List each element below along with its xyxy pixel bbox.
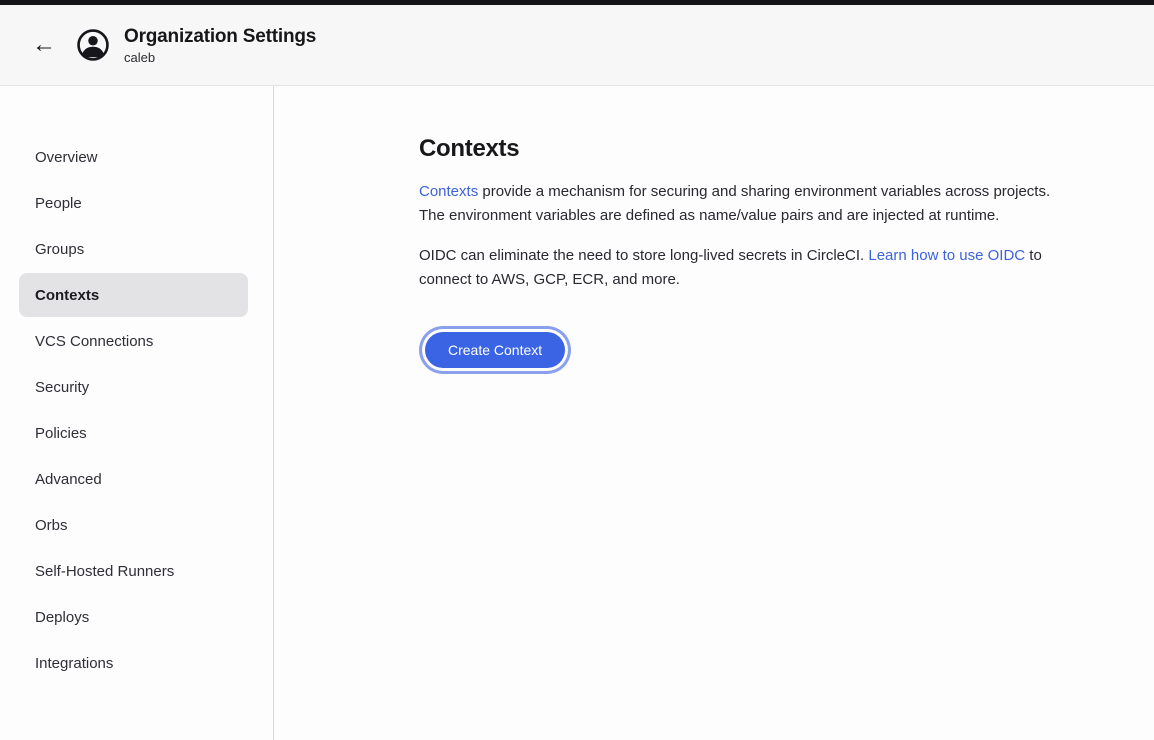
sidebar-item-advanced[interactable]: Advanced: [35, 470, 102, 488]
back-button[interactable]: [28, 29, 60, 61]
sidebar-item-security[interactable]: Security: [35, 378, 90, 396]
actions-row: [419, 332, 1114, 368]
page-header: [0, 5, 1154, 86]
contexts-description-text: provide a mechanism for securing and sharing environment variables across projects. The environment variables are defined as name/value pairs and are injected at runtime.: [419, 183, 1051, 224]
sidebar-item-people[interactable]: People: [35, 194, 82, 212]
sidebar-item-deploys[interactable]: Deploys: [35, 608, 90, 626]
oidc-description: [419, 244, 1061, 292]
section-heading: Contexts: [419, 135, 520, 162]
contexts-doc-link[interactable]: Contexts: [419, 183, 479, 200]
main-panel: [274, 86, 1154, 740]
sidebar-item-integrations[interactable]: Integrations: [35, 654, 114, 672]
oidc-description-tail: to connect to AWS, GCP, ECR, and more.: [419, 247, 1042, 288]
contexts-description: [419, 180, 1061, 228]
settings-sidebar: [0, 86, 274, 740]
sidebar-item-vcs-connections[interactable]: VCS Connections: [35, 332, 154, 350]
sidebar-item-groups[interactable]: Groups: [35, 240, 85, 258]
page-title: Organization Settings: [124, 25, 317, 47]
create-context-button[interactable]: Create Context: [425, 332, 565, 368]
content-area: [0, 86, 1154, 740]
oidc-description-text: OIDC can eliminate the need to store long-lived secrets in CircleCI.: [419, 247, 869, 264]
header-titles: [124, 26, 316, 65]
org-name: caleb: [124, 49, 156, 65]
oidc-doc-link[interactable]: Learn how to use OIDC: [868, 247, 1026, 264]
sidebar-item-contexts[interactable]: Contexts: [19, 273, 248, 317]
sidebar-item-orbs[interactable]: Orbs: [35, 516, 68, 534]
user-avatar-icon: [76, 28, 110, 62]
sidebar-item-self-hosted-runners[interactable]: Self-Hosted Runners: [35, 562, 175, 580]
sidebar-item-policies[interactable]: Policies: [35, 424, 87, 442]
back-arrow-icon: ←: [32, 31, 56, 58]
sidebar-item-overview[interactable]: Overview: [35, 148, 98, 166]
